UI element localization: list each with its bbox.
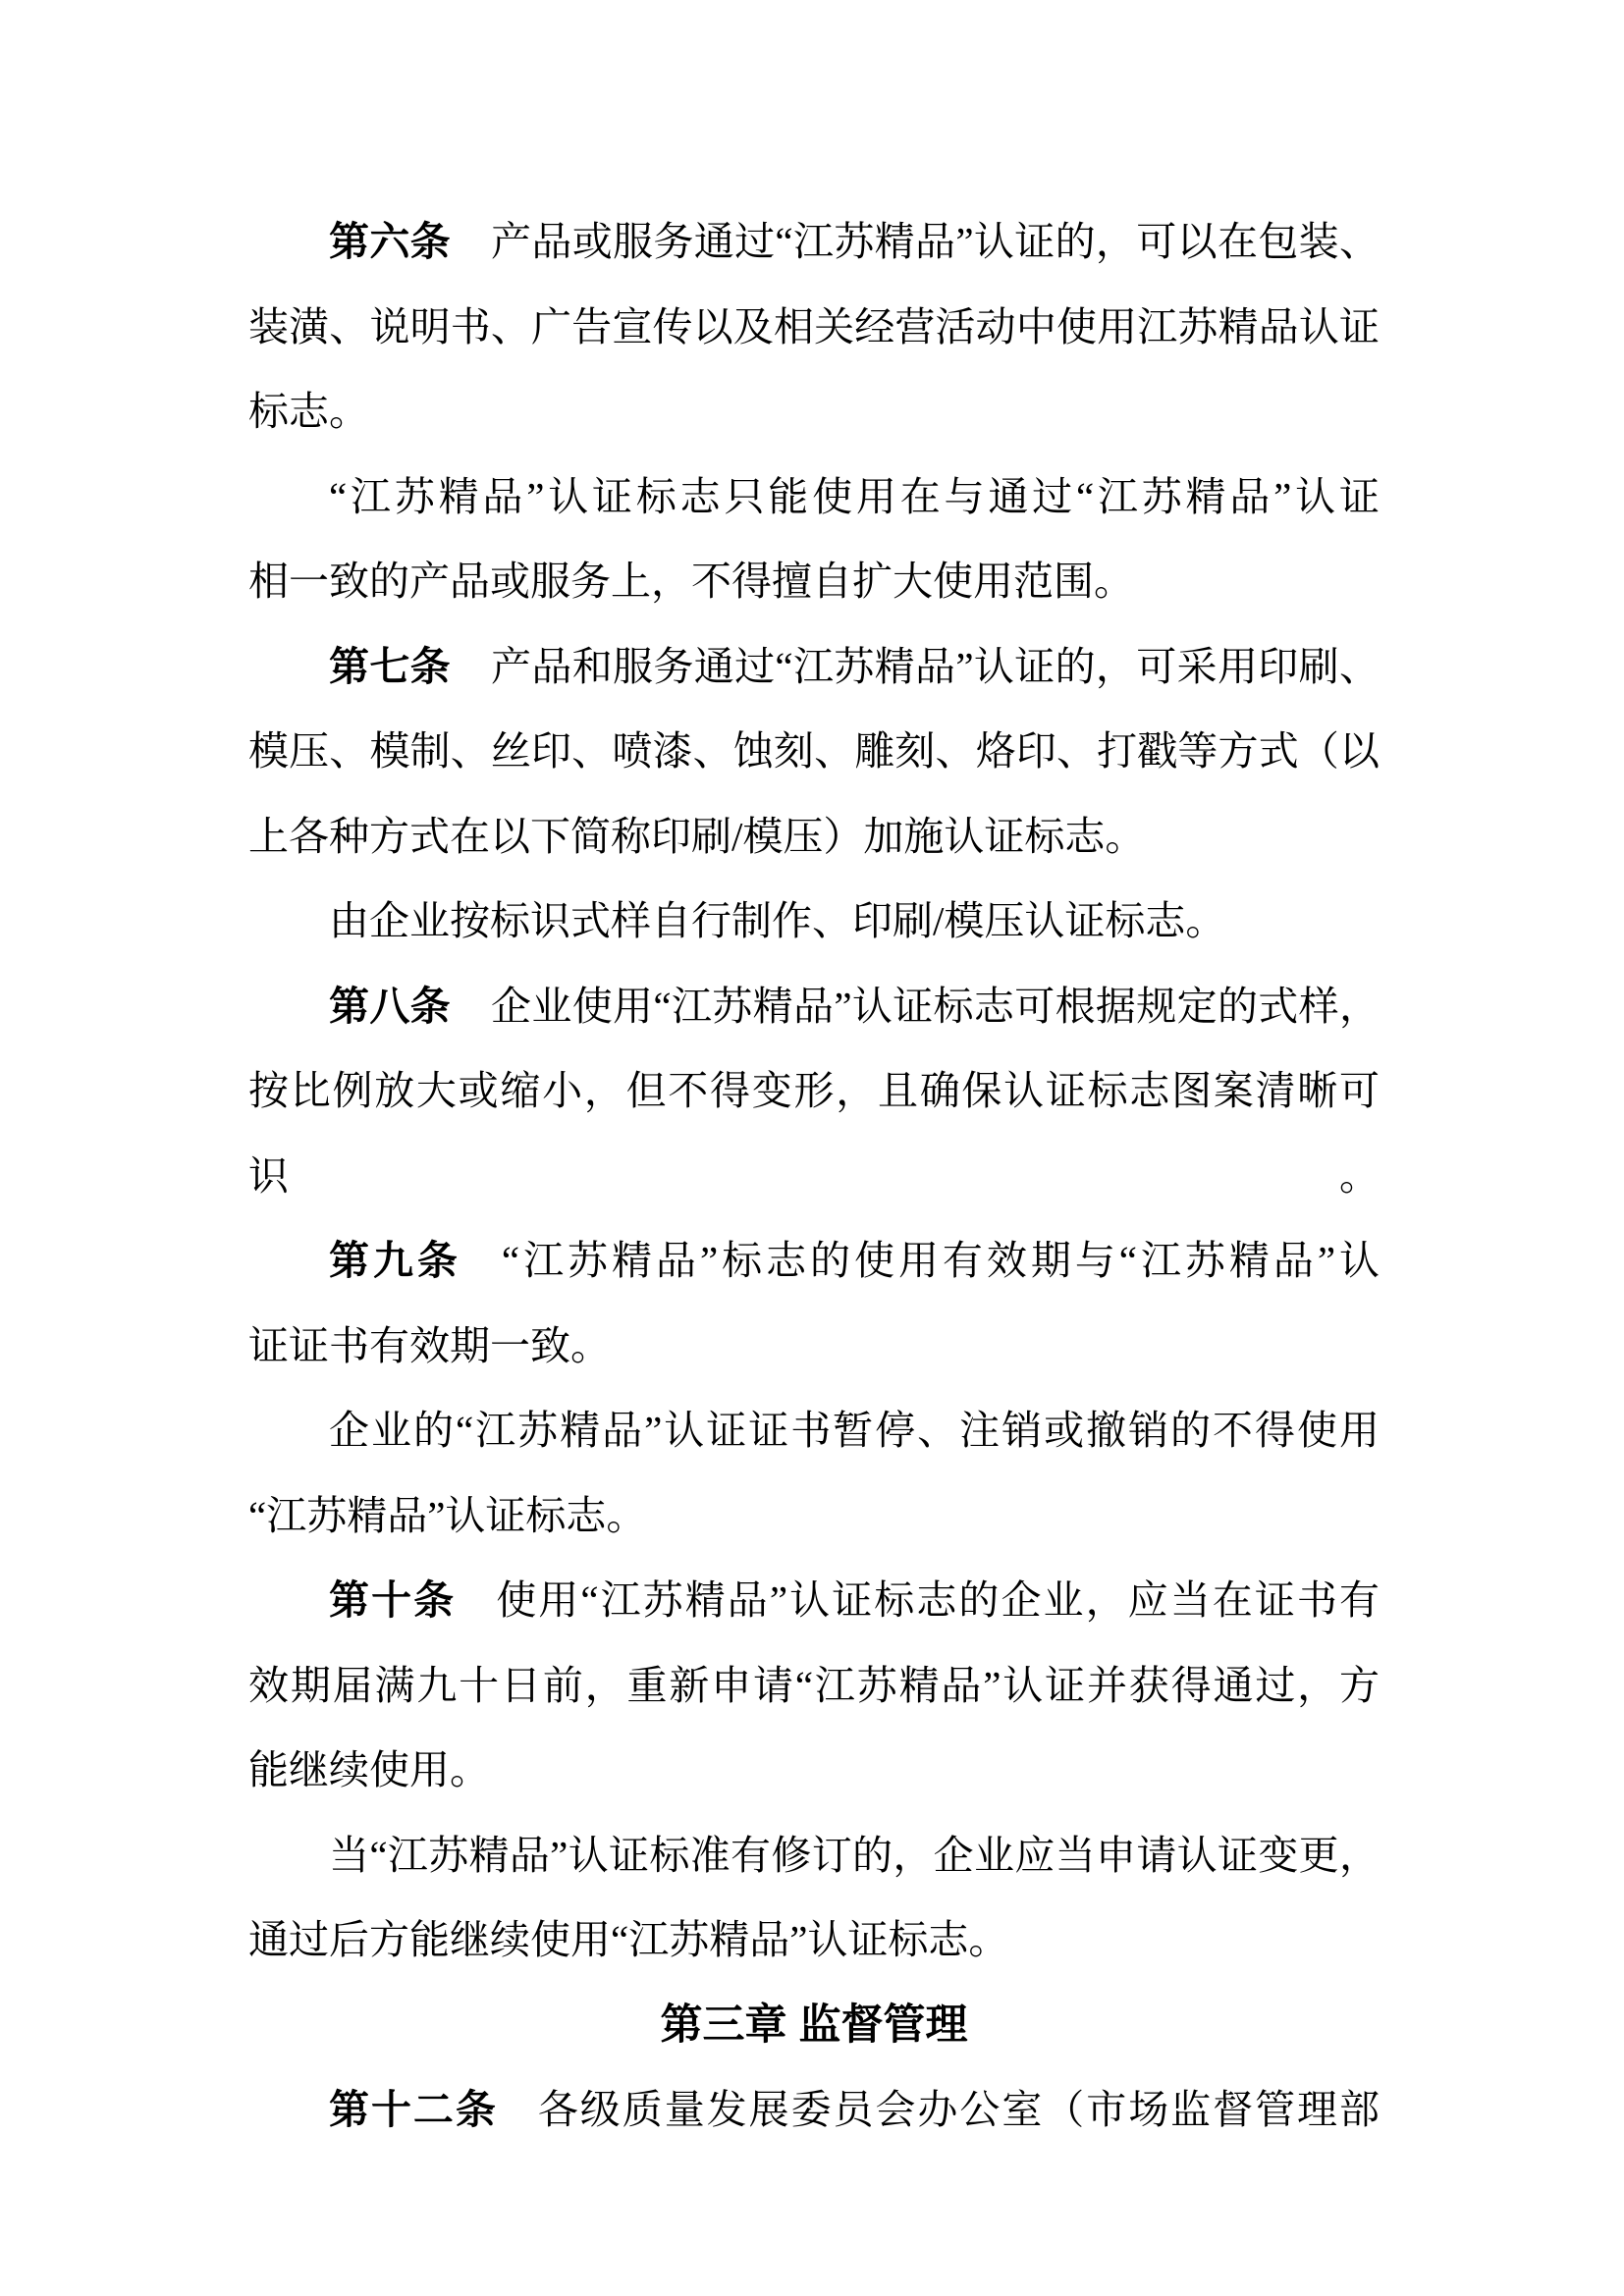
line-text: 企业的“江苏精品”认证证书暂停、注销或撤销的不得使用 [329, 1408, 1380, 1453]
doc-line [248, 285, 1380, 370]
doc-line [248, 1728, 1380, 1813]
line-text: 能继续使用。 [248, 1747, 490, 1792]
line-text: 模压、模制、丝印、喷漆、蚀刻、雕刻、烙印、打戳等方式（以 [248, 728, 1380, 774]
article-number: 第七条 [329, 643, 452, 689]
doc-line [248, 454, 1380, 540]
doc-line [248, 1388, 1380, 1473]
line-text: 按比例放大或缩小，但不得变形，且确保认证标志图案清晰可识。 [248, 1068, 1380, 1199]
article-number: 第十条 [329, 1577, 457, 1623]
line-text: 上各种方式在以下简称印刷/模压）加施认证标志。 [248, 813, 1146, 859]
line-text: 企业使用“江苏精品”认证标志可根据规定的式样， [491, 983, 1380, 1029]
doc-line [248, 1643, 1380, 1729]
doc-line [248, 1048, 1380, 1218]
line-text: “江苏精品”认证标志只能使用在与通过“江苏精品”认证 [329, 473, 1380, 519]
line-text: 装潢、说明书、广告宣传以及相关经营活动中使用江苏精品认证 [248, 303, 1380, 349]
doc-line [248, 1897, 1380, 1983]
doc-line [248, 1558, 1380, 1643]
line-text: 使用“江苏精品”认证标志的企业，应当在证书有 [496, 1577, 1380, 1623]
article-number: 第十二条 [329, 2087, 498, 2132]
line-text: 产品和服务通过“江苏精品”认证的，可采用印刷、 [491, 643, 1380, 689]
article-number: 第六条 [329, 219, 452, 264]
doc-line [248, 1218, 1380, 1304]
doc-line [248, 539, 1380, 624]
line-text: 相一致的产品或服务上，不得擅自扩大使用范围。 [248, 559, 1134, 604]
document-body [248, 199, 1380, 2153]
chapter-heading: 第三章 监督管理 [660, 2001, 968, 2049]
doc-line [248, 2067, 1380, 2153]
doc-line [248, 1473, 1380, 1559]
line-text: 当“江苏精品”认证标准有修订的，企业应当申请认证变更， [329, 1832, 1380, 1878]
line-text: 标志。 [248, 389, 369, 434]
doc-line [248, 964, 1380, 1049]
article-number: 第九条 [329, 1238, 461, 1283]
line-text: 由企业按标识式样自行制作、印刷/模压认证标志。 [329, 898, 1226, 943]
line-text: “江苏精品”标志的使用有效期与“江苏精品”认 [501, 1238, 1380, 1283]
line-text: “江苏精品”认证标志。 [248, 1492, 647, 1538]
line-text: 效期届满九十日前，重新申请“江苏精品”认证并获得通过，方 [248, 1662, 1380, 1708]
line-text: 产品或服务通过“江苏精品”认证的，可以在包装、 [491, 219, 1380, 264]
line-text: 各级质量发展委员会办公室（市场监督管理部 [537, 2087, 1380, 2132]
doc-line [248, 624, 1380, 710]
line-text: 证证书有效期一致。 [248, 1322, 611, 1368]
doc-line [248, 1813, 1380, 1898]
doc-line [248, 879, 1380, 964]
doc-line [248, 709, 1380, 794]
article-number: 第八条 [329, 983, 452, 1029]
doc-line [248, 199, 1380, 285]
line-text: 通过后方能继续使用“江苏精品”认证标志。 [248, 1917, 1009, 1962]
doc-line [248, 1304, 1380, 1389]
doc-line [248, 369, 1380, 454]
doc-line [248, 794, 1380, 880]
